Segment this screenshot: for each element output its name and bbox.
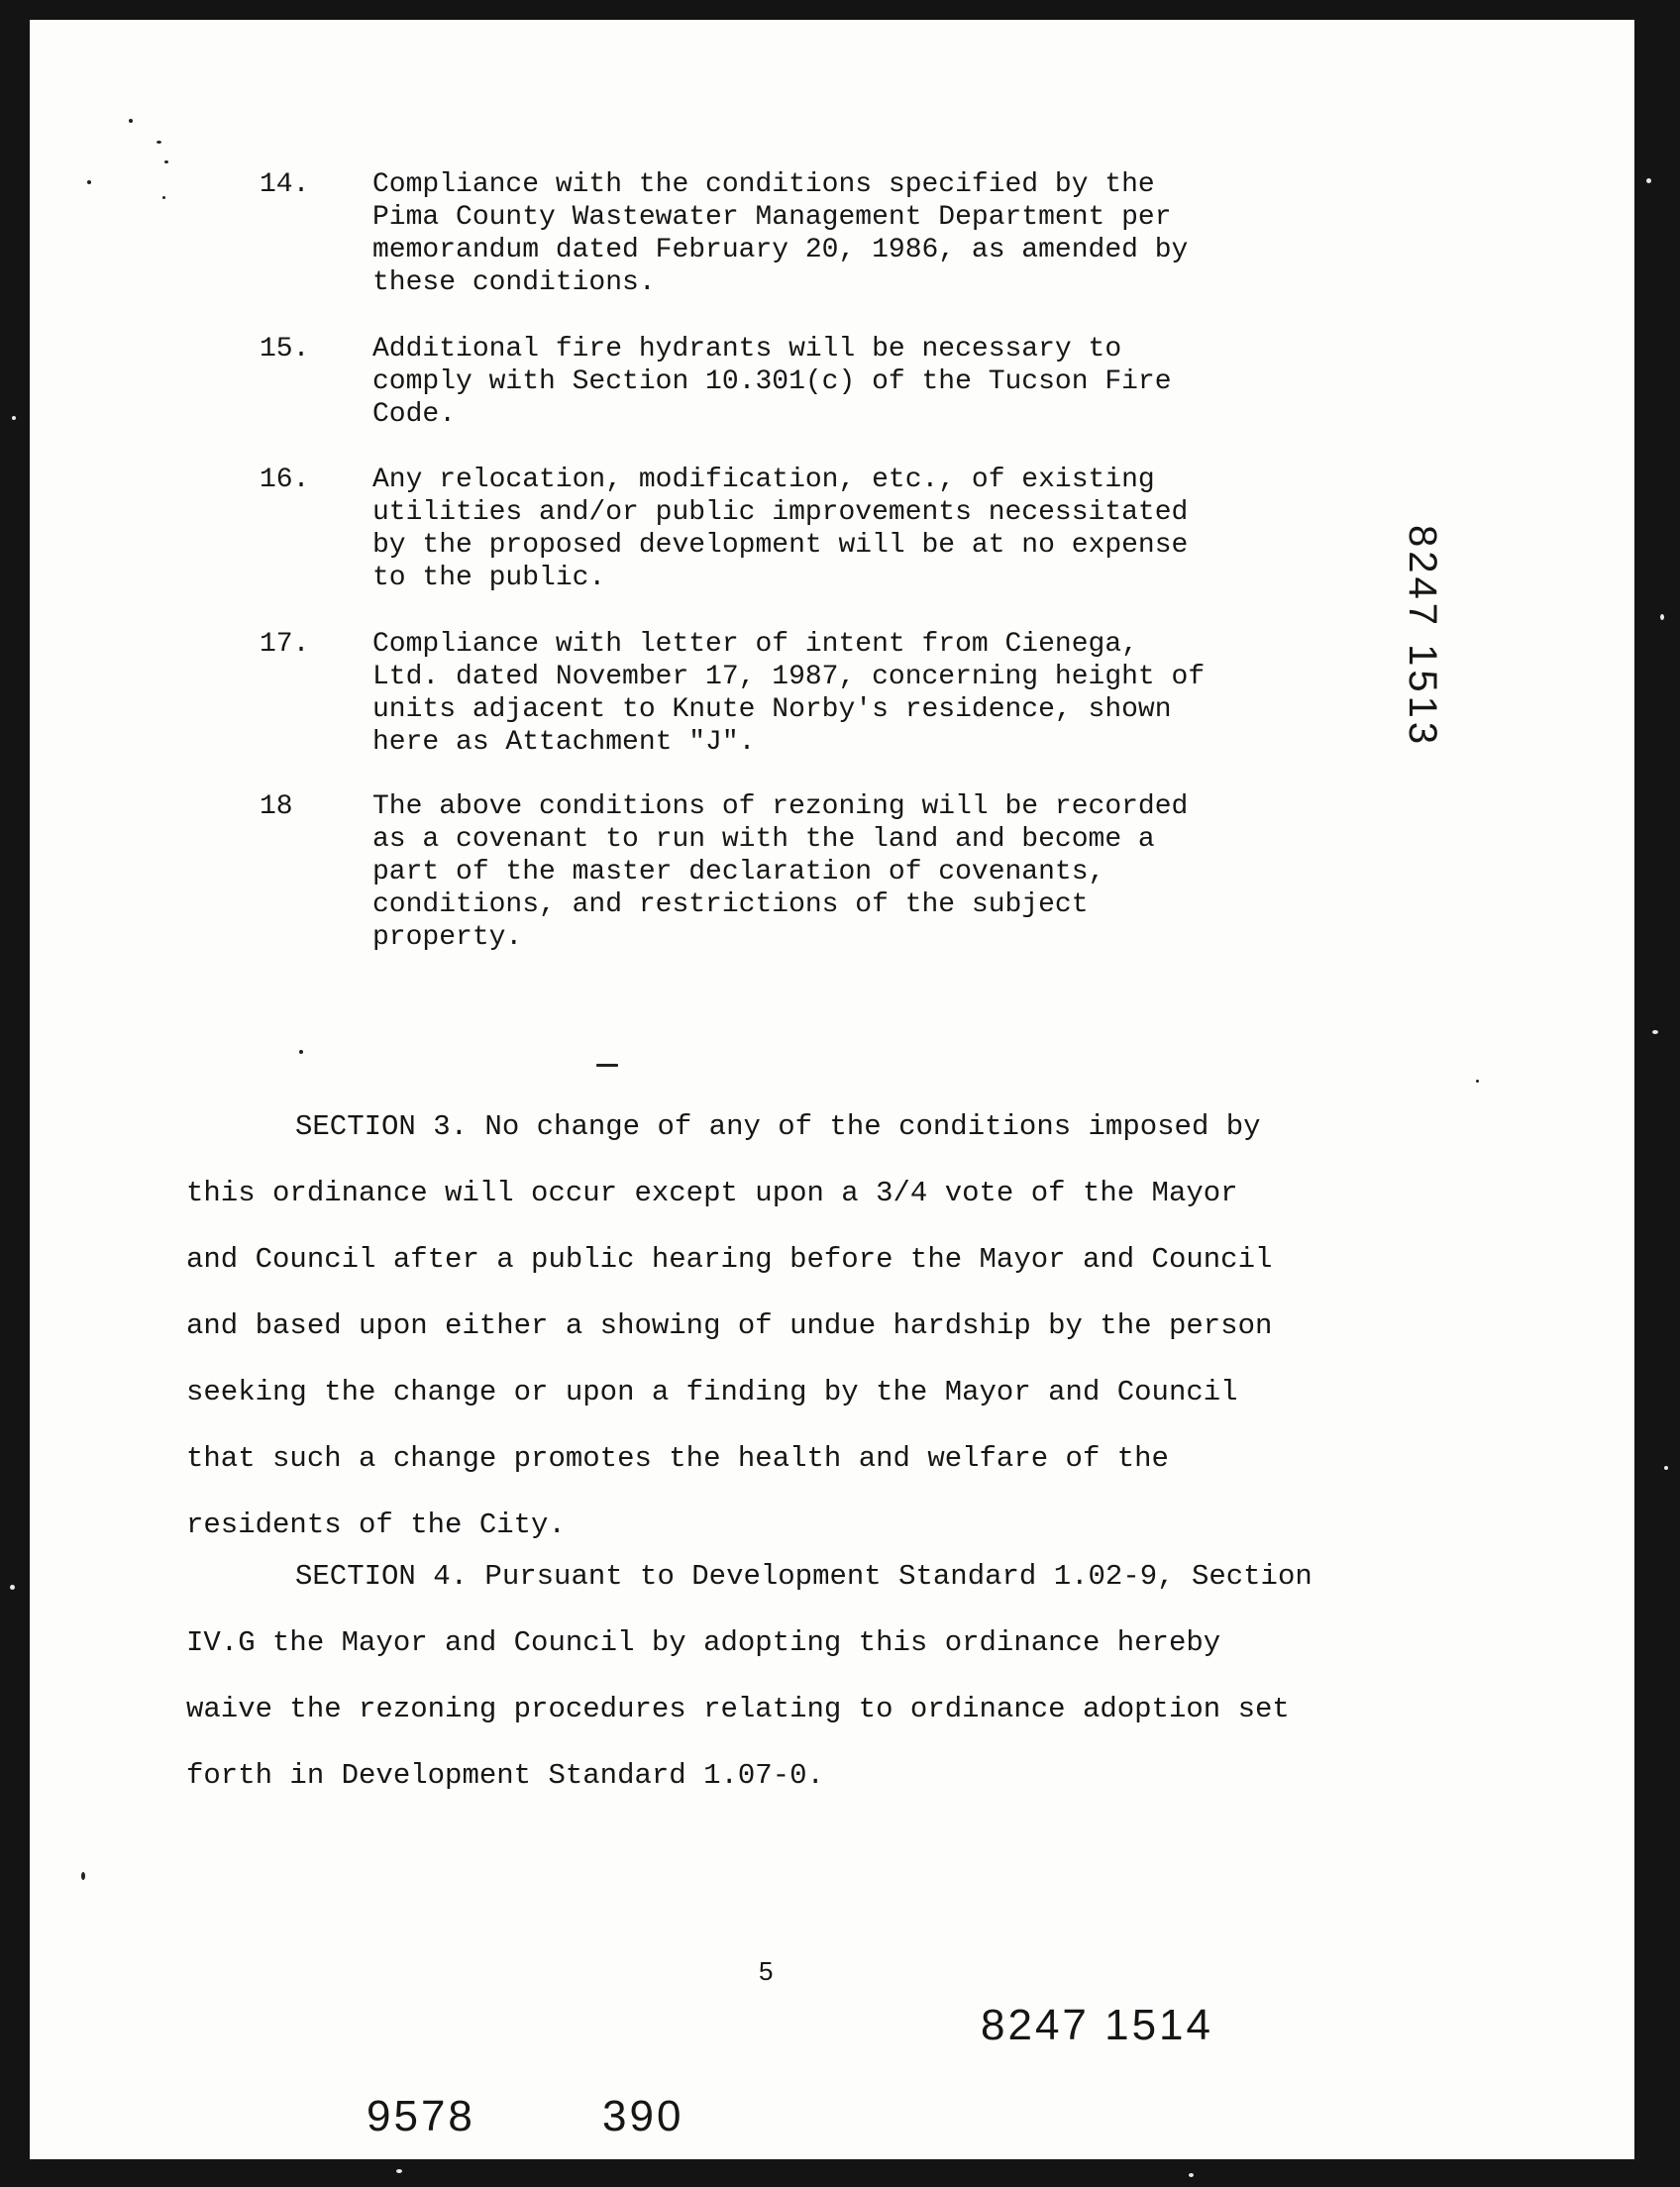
document-page xyxy=(30,20,1634,2159)
scan-speck xyxy=(396,2169,402,2173)
scan-speck xyxy=(1652,1030,1658,1034)
scan-speck xyxy=(162,196,165,199)
section-3-paragraph: SECTION 3. No change of any of the conditions imposed by this ordinance will occur except upon a 3/4 vote of the Mayor and Council after a public hearing before the Mayor and Council and based upon either a showing of undue hardship by the person seeking the change or upon a finding by the Mayor and Council that such a change promotes the health and welfare of the residents of the City. xyxy=(186,1110,1273,1541)
condition-number: 16. xyxy=(260,465,310,495)
page-number: 5 xyxy=(759,1956,774,1986)
scan-speck xyxy=(1664,1466,1668,1470)
record-stamp-footer-right: 390 xyxy=(602,2092,684,2140)
scan-speck xyxy=(12,416,16,420)
scan-speck xyxy=(157,141,161,144)
scan-speck xyxy=(1189,2173,1194,2177)
scan-speck xyxy=(1646,178,1651,183)
scan-speck xyxy=(1476,1080,1479,1083)
condition-number: 14. xyxy=(260,169,310,200)
scan-speck xyxy=(164,160,168,163)
condition-text: Compliance with the conditions specified by the Pima County Wastewater Management Department per memorandum dated February 20, 1986, as amended by these conditions. xyxy=(372,169,1189,298)
side-record-stamp: 8247 1513 xyxy=(1401,525,1444,749)
condition-text: Compliance with letter of intent from Cienega, Ltd. dated November 17, 1987, concerning height of units adjacent to Knute Norby's residence, shown here as Attachment "J". xyxy=(372,629,1206,758)
condition-text: The above conditions of rezoning will be recorded as a covenant to run with the land and become a part of the master declaration of covenants, conditions, and restrictions of the subject property. xyxy=(372,791,1189,953)
record-stamp-footer-left: 9578 xyxy=(367,2092,475,2140)
condition-number: 18 xyxy=(260,791,293,822)
condition-text: Additional fire hydrants will be necessary to comply with Section 10.301(c) of the Tucson Fire Code. xyxy=(372,334,1172,430)
section-4-paragraph: SECTION 4. Pursuant to Development Standard 1.02-9, Section IV.G the Mayor and Council by adopting this ordinance hereby waive the rezoning procedures relating to ordinance adoption set forth in Development Standard 1.07-0. xyxy=(186,1560,1312,1792)
scan-speck xyxy=(1660,614,1664,620)
scan-speck xyxy=(10,1585,15,1590)
scan-speck xyxy=(81,1872,85,1880)
scan-speck xyxy=(129,119,133,123)
scan-speck xyxy=(299,1050,303,1054)
condition-number: 15. xyxy=(260,334,310,364)
record-stamp-bottom: 8247 1514 xyxy=(981,2001,1213,2049)
scan-speck xyxy=(596,1064,618,1067)
condition-number: 17. xyxy=(260,629,310,660)
scan-speck xyxy=(87,180,91,184)
condition-text: Any relocation, modification, etc., of existing utilities and/or public improvements necessitated by the proposed development will be at no expense to the public. xyxy=(372,465,1189,593)
